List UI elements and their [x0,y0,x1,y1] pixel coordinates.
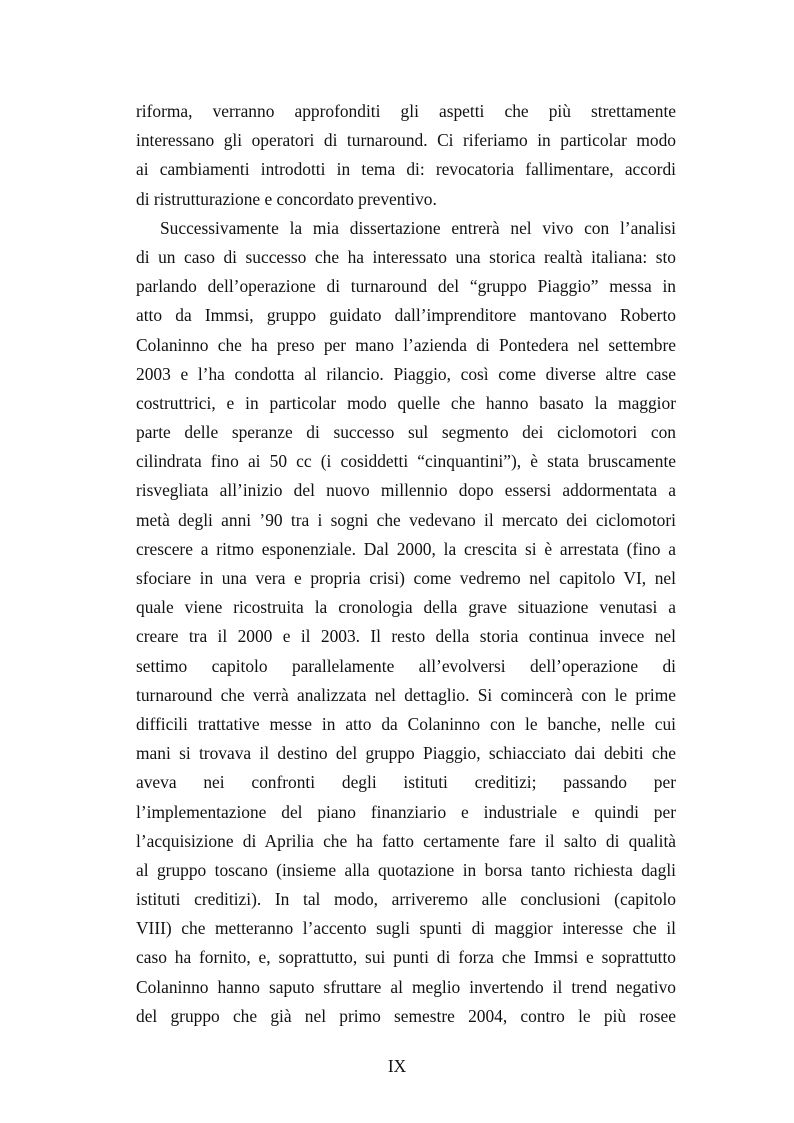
text-line: 2003 e l’ha condotta al rilancio. Piaggio, così come diverse altre case [136,363,676,384]
text-line: Colaninno hanno saputo sfruttare al meglio invertendo il trend negativo [136,976,676,997]
text-line: difficili trattative messe in atto da Colaninno con le banche, nelle cui [136,713,676,734]
text-line: del gruppo che già nel primo semestre 2004, contro le più rosee [136,1005,676,1026]
text-line: istituti creditizi). In tal modo, arriveremo alle conclusioni (capitolo [136,889,676,910]
text-line: al gruppo toscano (insieme alla quotazione in borsa tanto richiesta dagli [136,859,676,880]
text-line: parte delle speranze di successo sul segmento dei ciclomotori con [136,422,676,443]
text-line: di un caso di successo che ha interessato una storica realtà italiana: sto [136,246,676,267]
text-line: Successivamente la mia dissertazione entrerà nel vivo con l’analisi [160,217,676,238]
text-line: cilindrata fino ai 50 cc (i cosiddetti “cinquantini”), è stata bruscamente [136,451,676,472]
text-line: costruttrici, e in particolar modo quelle che hanno basato la maggior [136,392,676,413]
text-line: creare tra il 2000 e il 2003. Il resto della storia continua invece nel [136,626,676,647]
text-line: crescere a ritmo esponenziale. Dal 2000, la crescita si è arrestata (fino a [136,538,676,559]
text-line: sfociare in una vera e propria crisi) come vedremo nel capitolo VI, nel [136,568,676,588]
text-line: settimo capitolo parallelamente all’evolversi dell’operazione di [136,655,676,676]
text-line: caso ha fornito, e, soprattutto, sui punti di forza che Immsi e soprattutto [136,947,676,968]
text-line: parlando dell’operazione di turnaround del “gruppo Piaggio” messa in [136,276,676,297]
text-line: aveva nei confronti degli istituti creditizi; passando per [136,772,676,793]
document-body [136,97,676,1031]
text-line: l’implementazione del piano finanziario e industriale e quindi per [136,801,676,822]
text-line: VIII) che metteranno l’accento sugli spunti di maggior interesse che il [136,918,676,939]
page-number: IX [387,1056,407,1076]
text-line: interessano gli operatori di turnaround. Ci riferiamo in particolar modo [136,130,676,151]
text-line: turnaround che verrà analizzata nel dettaglio. Si comincerà con le prime [136,684,676,705]
text-line: quale viene ricostruita la cronologia della grave situazione venutasi a [136,597,676,618]
text-line: di ristrutturazione e concordato preventivo. [136,188,437,209]
text-line: l’acquisizione di Aprilia che ha fatto certamente fare il salto di qualità [136,830,676,851]
text-line: risvegliata all’inizio del nuovo millennio dopo essersi addormentata a [136,480,676,501]
paragraph-2 [136,214,676,1031]
text-line: mani si trovava il destino del gruppo Piaggio, schiacciato dai debiti che [136,743,676,764]
text-line: Colaninno che ha preso per mano l’azienda di Pontedera nel settembre [136,334,676,355]
text-line: ai cambiamenti introdotti in tema di: revocatoria fallimentare, accordi [136,159,676,180]
paragraph-1 [136,97,676,214]
text-line: atto da Immsi, gruppo guidato dall’imprenditore mantovano Roberto [136,305,676,326]
text-line: riforma, verranno approfonditi gli aspetti che più strettamente [136,101,676,121]
text-line: metà degli anni ’90 tra i sogni che vedevano il mercato dei ciclomotori [136,509,676,530]
